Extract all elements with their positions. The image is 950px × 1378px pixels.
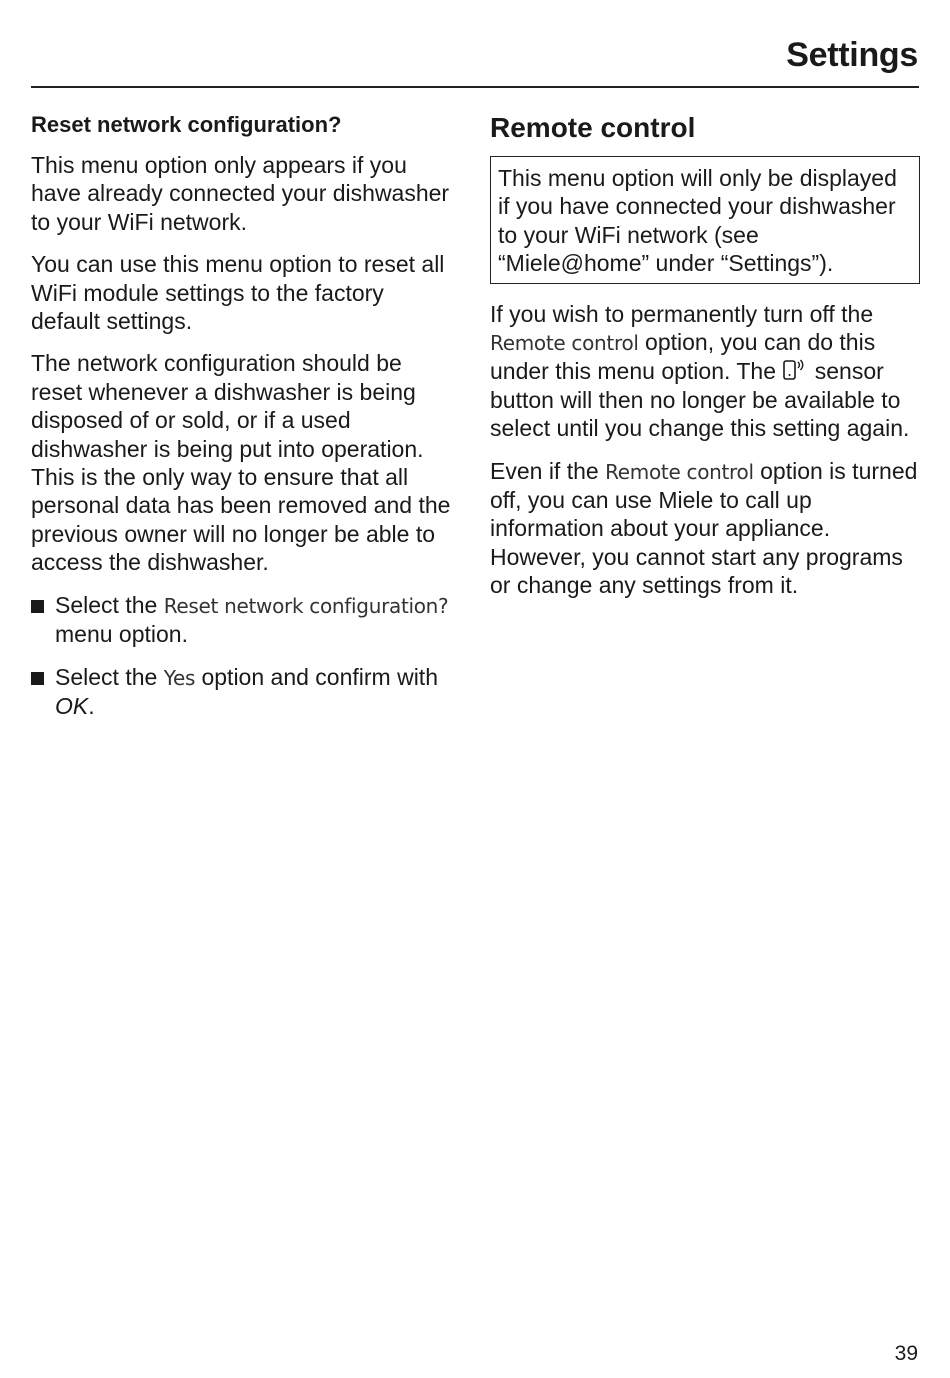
page-title: Settings xyxy=(786,36,918,74)
right-column xyxy=(490,110,920,614)
remote-sensor-icon xyxy=(782,358,808,382)
privacy-paragraph: The network configuration should be reset whenever a dishwasher is being disposed of or sold, or if a used dishwasher is being put into operation. This is the only way to ensure that all personal data has been removed and the previous owner will no longer be able to access the dishwasher. xyxy=(31,350,451,576)
instruction-steps xyxy=(31,591,456,721)
display-text-remote-control: Remote control xyxy=(490,331,639,356)
step-text: menu option. xyxy=(55,621,188,648)
display-text-yes: Yes xyxy=(163,665,196,690)
para-text: sensor button will then no longer be available to select until you change this setting again. xyxy=(490,358,910,442)
display-text-reset: Reset network configuration? xyxy=(163,593,449,618)
factory-reset-paragraph: You can use this menu option to reset all WiFi module settings to the factory default settings. xyxy=(31,251,445,335)
intro-paragraph: This menu option only appears if you have already connected your dishwasher to your WiFi network. xyxy=(31,152,450,235)
para-text: option, you can do this under this menu option. The xyxy=(490,329,876,385)
step-select-reset xyxy=(31,591,456,649)
square-bullet-icon xyxy=(31,600,44,613)
step-text: option and confirm with xyxy=(195,663,438,690)
display-text-remote-control: Remote control xyxy=(605,459,754,484)
remote-info-paragraph xyxy=(490,457,920,600)
left-column xyxy=(31,110,456,734)
page-number: 39 xyxy=(894,1342,918,1365)
step-text: . xyxy=(88,692,95,719)
remote-off-paragraph xyxy=(490,300,920,443)
note-box xyxy=(490,156,920,284)
para-text: Even if the xyxy=(490,457,606,484)
reset-network-subheading: Reset network configuration? xyxy=(31,112,342,137)
header-divider xyxy=(31,86,919,88)
ok-emphasis: OK xyxy=(55,692,89,719)
step-text: Select the xyxy=(55,663,164,690)
step-text: Select the xyxy=(55,591,164,618)
para-text: option is turned off, you can use Miele to call up information about your appliance. However, you cannot start any programs or change any settings from it. xyxy=(490,457,918,599)
remote-control-heading: Remote control xyxy=(490,112,696,143)
square-bullet-icon xyxy=(31,672,44,685)
para-text: If you wish to permanently turn off the xyxy=(490,300,874,327)
note-text: This menu option will only be displayed if you have connected your dishwasher to your WiFi network (see “Miele@home” under “Settings”). xyxy=(498,165,897,277)
step-confirm-yes xyxy=(31,663,456,721)
